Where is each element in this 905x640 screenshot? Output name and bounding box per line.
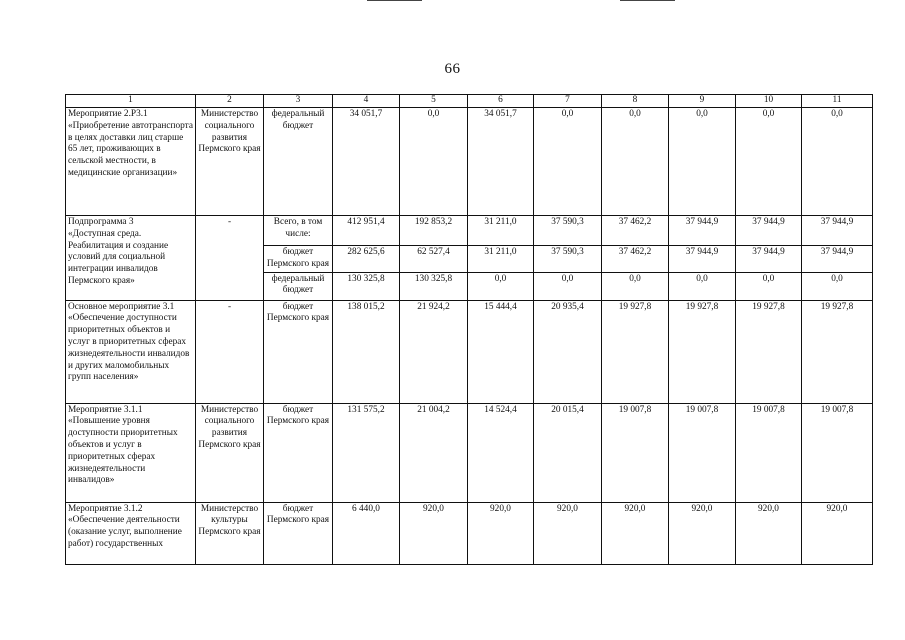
amount-col-6: 14 524,4: [468, 403, 534, 502]
funding-source: бюджет Пермского края: [264, 300, 333, 403]
table-row: [66, 216, 873, 246]
executor: Министерство социального развития Пермского края: [196, 403, 264, 502]
table-row: [66, 502, 873, 564]
amount-col-5: 62 527,4: [400, 246, 468, 273]
column-number-6: 6: [468, 95, 534, 108]
amount-col-8: 37 462,2: [602, 246, 669, 273]
page-number: 66: [444, 61, 461, 77]
amount-col-4: 131 575,2: [333, 403, 400, 502]
amount-col-8: 19 927,8: [602, 300, 669, 403]
funding-source: бюджет Пермского края: [264, 502, 333, 564]
amount-col-8: 37 462,2: [602, 216, 669, 246]
table-row: [66, 403, 873, 502]
top-rule-right: [620, 0, 675, 1]
amount-col-5: 21 004,2: [400, 403, 468, 502]
column-number-11: 11: [802, 95, 873, 108]
executor: Министерство социального развития Пермского края: [196, 108, 264, 216]
amount-col-7: 37 590,3: [534, 246, 602, 273]
amount-col-10: 19 007,8: [736, 403, 802, 502]
table-row: [66, 108, 873, 216]
amount-col-11: 0,0: [802, 272, 873, 300]
amount-col-11: 19 007,8: [802, 403, 873, 502]
table-header-row: [66, 95, 873, 108]
funding-source: федеральный бюджет: [264, 108, 333, 216]
amount-col-4: 6 440,0: [333, 502, 400, 564]
amount-col-6: 920,0: [468, 502, 534, 564]
amount-col-5: 920,0: [400, 502, 468, 564]
amount-col-8: 0,0: [602, 108, 669, 216]
amount-col-4: 412 951,4: [333, 216, 400, 246]
amount-col-6: 31 211,0: [468, 246, 534, 273]
amount-col-6: 0,0: [468, 272, 534, 300]
column-number-4: 4: [333, 95, 400, 108]
amount-col-4: 282 625,6: [333, 246, 400, 273]
amount-col-11: 19 927,8: [802, 300, 873, 403]
column-number-5: 5: [400, 95, 468, 108]
amount-col-10: 920,0: [736, 502, 802, 564]
amount-col-4: 130 325,8: [333, 272, 400, 300]
amount-col-11: 37 944,9: [802, 246, 873, 273]
amount-col-4: 34 051,7: [333, 108, 400, 216]
column-number-8: 8: [602, 95, 669, 108]
budget-table: [65, 94, 873, 565]
amount-col-4: 138 015,2: [333, 300, 400, 403]
column-number-1: 1: [66, 95, 196, 108]
amount-col-11: 920,0: [802, 502, 873, 564]
measure-name: Мероприятие 3.1.2 «Обеспечение деятельности (оказание услуг, выполнение работ) государственных: [66, 502, 196, 564]
amount-col-5: 21 924,2: [400, 300, 468, 403]
amount-col-5: 0,0: [400, 108, 468, 216]
amount-col-7: 37 590,3: [534, 216, 602, 246]
executor: Министерство культуры Пермского края: [196, 502, 264, 564]
column-number-10: 10: [736, 95, 802, 108]
amount-col-6: 34 051,7: [468, 108, 534, 216]
amount-col-10: 37 944,9: [736, 246, 802, 273]
funding-source: Всего, в том числе:: [264, 216, 333, 246]
measure-name: Мероприятие 3.1.1 «Повышение уровня доступности приоритетных объектов и услуг в приоритетных сферах жизнедеятельности инвалидов»: [66, 403, 196, 502]
amount-col-9: 920,0: [669, 502, 736, 564]
executor: -: [196, 300, 264, 403]
amount-col-11: 0,0: [802, 108, 873, 216]
amount-col-7: 20 935,4: [534, 300, 602, 403]
column-number-7: 7: [534, 95, 602, 108]
amount-col-6: 31 211,0: [468, 216, 534, 246]
amount-col-9: 0,0: [669, 272, 736, 300]
column-number-9: 9: [669, 95, 736, 108]
measure-name: Основное мероприятие 3.1 «Обеспечение доступности приоритетных объектов и услуг в приоритетных сферах жизнедеятельности инвалидов и других маломобильных групп населения»: [66, 300, 196, 403]
amount-col-7: 20 015,4: [534, 403, 602, 502]
amount-col-7: 920,0: [534, 502, 602, 564]
amount-col-5: 130 325,8: [400, 272, 468, 300]
amount-col-10: 0,0: [736, 272, 802, 300]
amount-col-10: 0,0: [736, 108, 802, 216]
table-row: [66, 300, 873, 403]
column-number-2: 2: [196, 95, 264, 108]
amount-col-6: 15 444,4: [468, 300, 534, 403]
amount-col-7: 0,0: [534, 272, 602, 300]
measure-name: Подпрограмма 3 «Доступная среда. Реабилитация и создание условий для социальной интеграции инвалидов Пермского края»: [66, 216, 196, 301]
amount-col-10: 19 927,8: [736, 300, 802, 403]
amount-col-8: 19 007,8: [602, 403, 669, 502]
amount-col-9: 37 944,9: [669, 216, 736, 246]
funding-source: бюджет Пермского края: [264, 246, 333, 273]
amount-col-7: 0,0: [534, 108, 602, 216]
amount-col-10: 37 944,9: [736, 216, 802, 246]
amount-col-9: 19 007,8: [669, 403, 736, 502]
amount-col-9: 37 944,9: [669, 246, 736, 273]
amount-col-5: 192 853,2: [400, 216, 468, 246]
funding-source: бюджет Пермского края: [264, 403, 333, 502]
amount-col-8: 920,0: [602, 502, 669, 564]
funding-source: федеральный бюджет: [264, 272, 333, 300]
amount-col-9: 19 927,8: [669, 300, 736, 403]
amount-col-11: 37 944,9: [802, 216, 873, 246]
measure-name: Мероприятие 2.Р3.1 «Приобретение автотранспорта в целях доставки лиц старше 65 лет, проживающих в сельской местности, в медицинские организации»: [66, 108, 196, 216]
amount-col-8: 0,0: [602, 272, 669, 300]
amount-col-9: 0,0: [669, 108, 736, 216]
column-number-3: 3: [264, 95, 333, 108]
top-rule-left: [367, 0, 422, 1]
executor: -: [196, 216, 264, 301]
